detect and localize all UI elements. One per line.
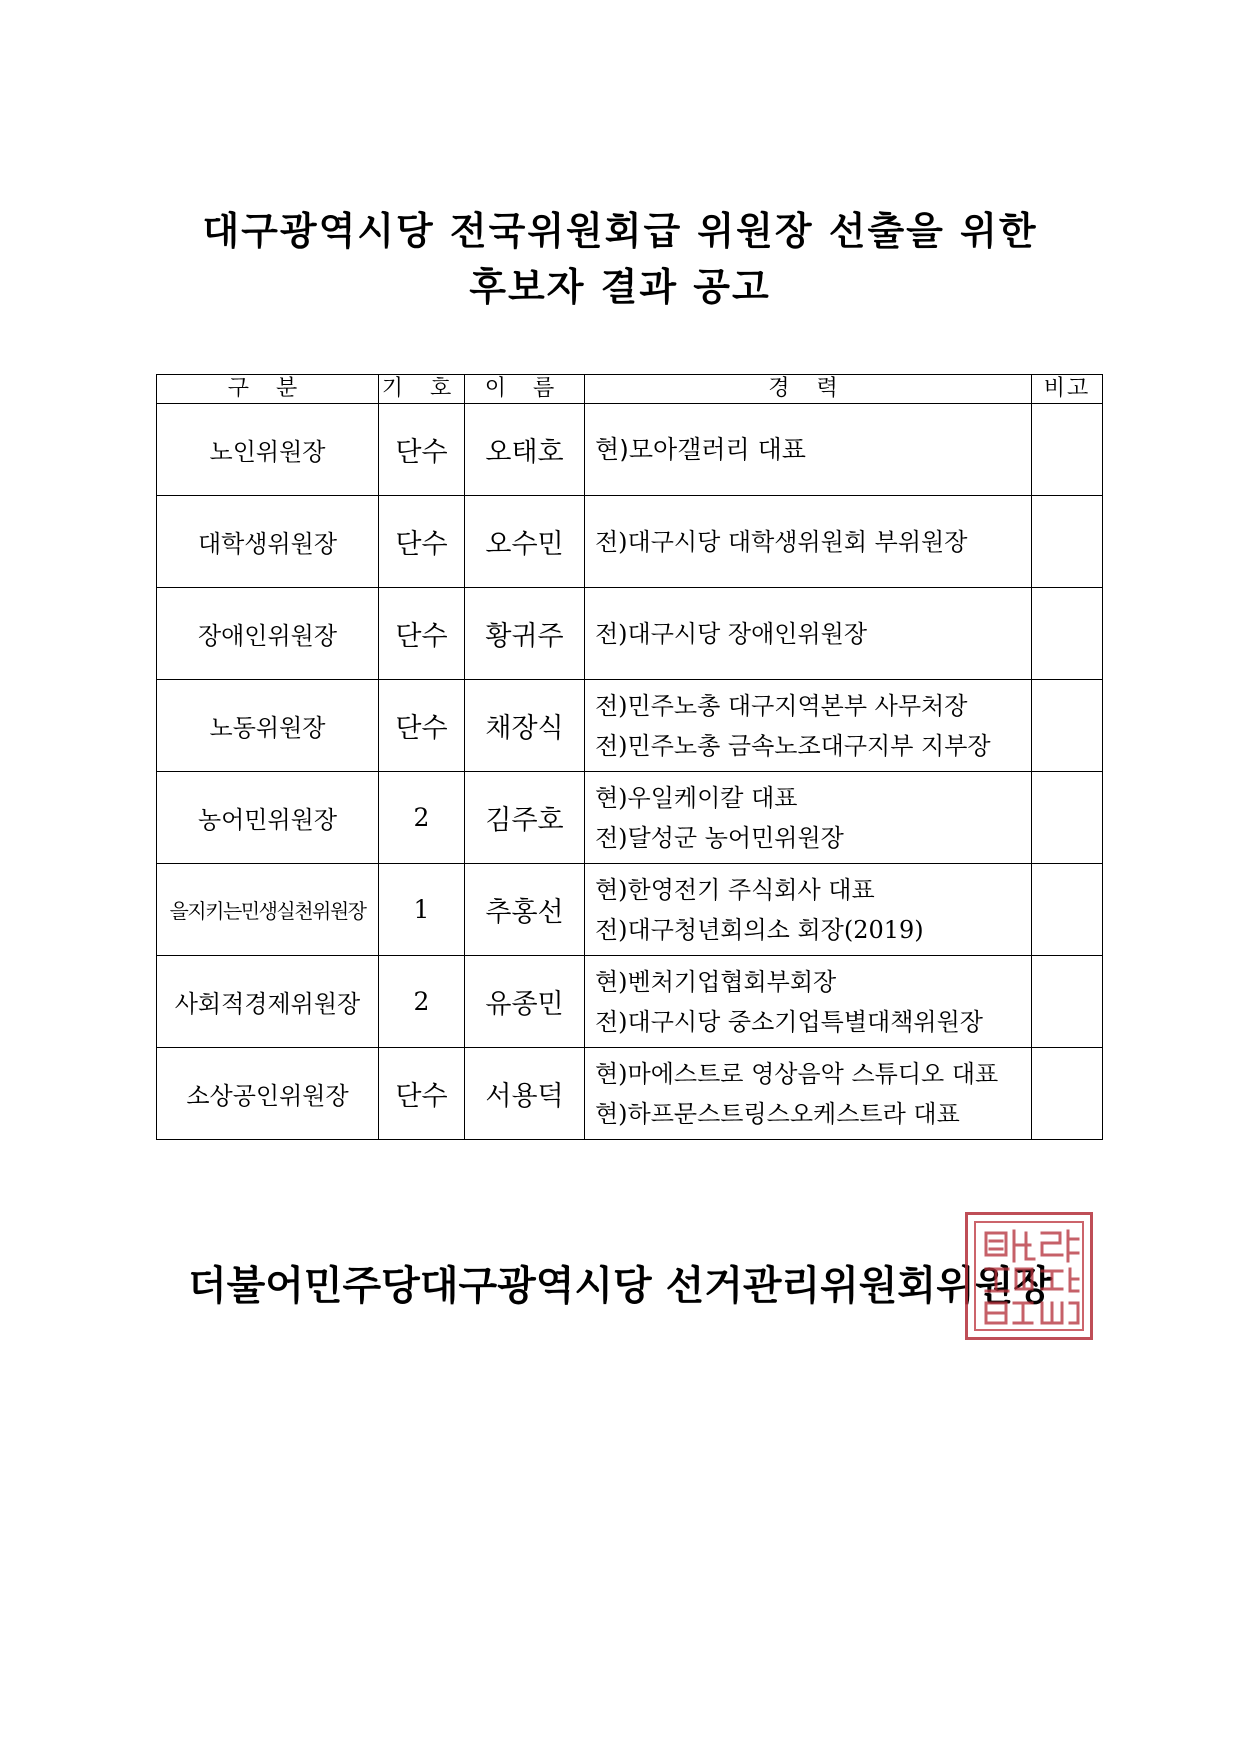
- row-remarks: [1032, 404, 1103, 496]
- row-category: 노인위원장: [157, 404, 379, 496]
- header-name: 이 름: [465, 375, 585, 404]
- table-row: [157, 1048, 1103, 1140]
- table-row: [157, 772, 1103, 864]
- row-name: 오태호: [465, 404, 585, 496]
- row-remarks: [1032, 680, 1103, 772]
- row-symbol: 2: [379, 772, 465, 864]
- career-line: 현)한영전기 주식회사 대표: [595, 875, 875, 904]
- table-row: [157, 956, 1103, 1048]
- header-career: 경 력: [585, 375, 1032, 404]
- row-category: 농어민위원장: [157, 772, 379, 864]
- header-remarks: 비고: [1032, 375, 1103, 404]
- row-symbol: 단수: [379, 1048, 465, 1140]
- row-category: 노동위원장: [157, 680, 379, 772]
- row-career: [585, 496, 1032, 588]
- row-career: [585, 772, 1032, 864]
- row-career: [585, 588, 1032, 680]
- row-symbol: 단수: [379, 496, 465, 588]
- career-line: 전)대구시당 대학생위원회 부위원장: [595, 527, 968, 556]
- career-line: 현)벤처기업협회부회장: [595, 967, 837, 996]
- row-career: [585, 680, 1032, 772]
- table-row: [157, 680, 1103, 772]
- header-category: 구 분: [157, 375, 379, 404]
- row-remarks: [1032, 864, 1103, 956]
- row-symbol: 단수: [379, 680, 465, 772]
- official-seal-icon: [965, 1212, 1093, 1340]
- career-line: 전)민주노총 금속노조대구지부 지부장: [595, 731, 991, 760]
- table-row: [157, 864, 1103, 956]
- career-line: 전)대구시당 장애인위원장: [595, 619, 868, 648]
- row-symbol: 1: [379, 864, 465, 956]
- row-name: 오수민: [465, 496, 585, 588]
- header-symbol: 기 호: [379, 375, 465, 404]
- row-career: [585, 404, 1032, 496]
- row-name: 김주호: [465, 772, 585, 864]
- row-symbol: 단수: [379, 404, 465, 496]
- row-remarks: [1032, 956, 1103, 1048]
- issuer-signature-line: 더불어민주당대구광역시당 선거관리위원회위원장: [187, 1263, 1052, 1309]
- row-career: [585, 1048, 1032, 1140]
- row-name: 황귀주: [465, 588, 585, 680]
- candidate-table: [156, 374, 1103, 1140]
- row-name: 유종민: [465, 956, 585, 1048]
- row-category: 사회적경제위원장: [157, 956, 379, 1048]
- row-name: 추홍선: [465, 864, 585, 956]
- row-name: 서용덕: [465, 1048, 585, 1140]
- row-remarks: [1032, 1048, 1103, 1140]
- row-category: 장애인위원장: [157, 588, 379, 680]
- row-career: [585, 864, 1032, 956]
- row-remarks: [1032, 772, 1103, 864]
- row-career: [585, 956, 1032, 1048]
- career-line: 전)대구시당 중소기업특별대책위원장: [595, 1007, 983, 1036]
- row-symbol: 단수: [379, 588, 465, 680]
- table-row: [157, 496, 1103, 588]
- row-category: 대학생위원장: [157, 496, 379, 588]
- career-line: 현)하프문스트링스오케스트라 대표: [595, 1099, 960, 1128]
- document-title-line-2: 후보자 결과 공고: [469, 265, 771, 309]
- table-row: [157, 404, 1103, 496]
- career-line: 전)민주노총 대구지역본부 사무처장: [595, 691, 968, 720]
- row-name: 채장식: [465, 680, 585, 772]
- career-line: 현)마에스트로 영상음악 스튜디오 대표: [595, 1059, 999, 1088]
- row-remarks: [1032, 588, 1103, 680]
- career-line: 전)대구청년회의소 회장(2019): [595, 915, 924, 944]
- document-title-line-1: 대구광역시당 전국위원회급 위원장 선출을 위한: [202, 209, 1038, 253]
- row-category: 소상공인위원장: [157, 1048, 379, 1140]
- row-symbol: 2: [379, 956, 465, 1048]
- career-line: 현)모아갤러리 대표: [595, 434, 806, 464]
- career-line: 현)우일케이칼 대표: [595, 783, 798, 812]
- row-category: 을지키는민생실천위원장: [157, 864, 379, 956]
- table-row: [157, 588, 1103, 680]
- table-header-row: [157, 375, 1103, 404]
- row-remarks: [1032, 496, 1103, 588]
- career-line: 전)달성군 농어민위원장: [595, 823, 844, 852]
